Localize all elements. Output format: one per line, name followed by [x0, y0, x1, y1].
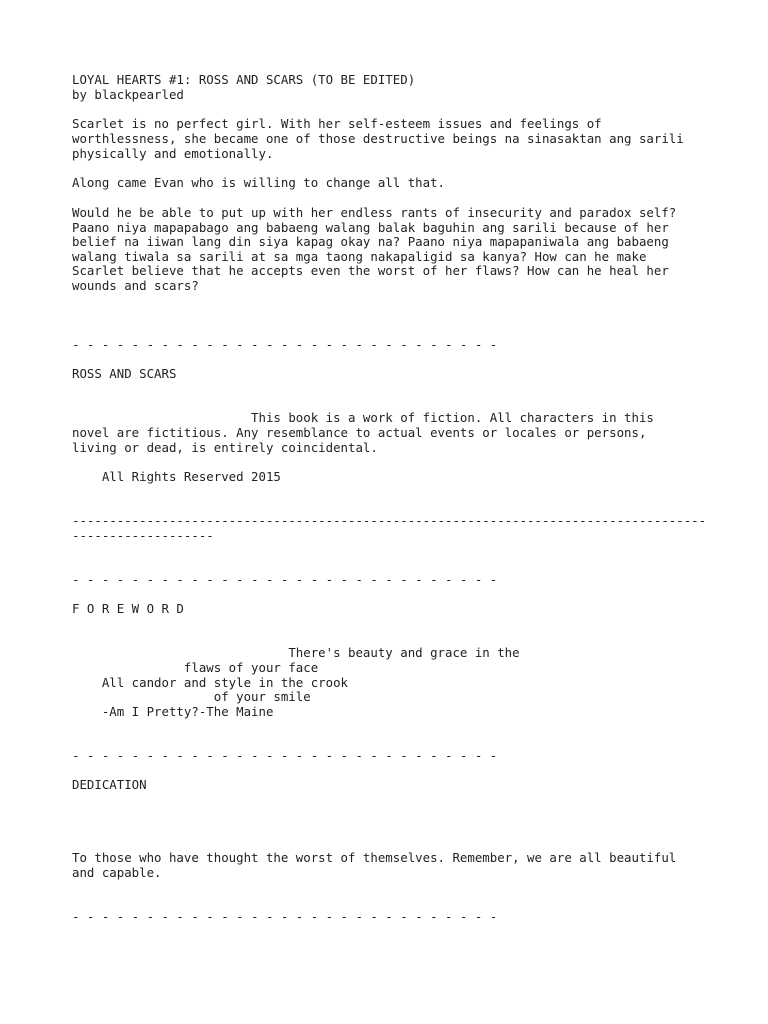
section-heading-dedication: DEDICATION — [72, 777, 147, 792]
author-byline: by blackpearled — [72, 87, 184, 102]
section-separator: - - - - - - - - - - - - - - - - - - - - - - - - - - - - - — [72, 572, 498, 587]
synopsis-line: Scarlet believe that he accepts even the worst of her flaws? How can he heal her — [72, 263, 669, 278]
foreword-line: All candor and style in the crook — [72, 675, 349, 690]
synopsis-line: Scarlet is no perfect girl. With her self-esteem issues and feelings of — [72, 116, 602, 131]
synopsis-line: wounds and scars? — [72, 278, 199, 293]
foreword-line: of your smile — [72, 689, 311, 704]
copyright-line: novel are fictitious. Any resemblance to actual events or locales or persons, — [72, 425, 647, 440]
section-separator: - - - - - - - - - - - - - - - - - - - - - - - - - - - - - — [72, 909, 498, 924]
synopsis-line: worthlessness, she became one of those destructive beings na sinasaktan ang sarili — [72, 131, 684, 146]
synopsis-line: Paano niya mapapabago ang babaeng walang balak baguhin ang sarili because of her — [72, 220, 669, 235]
dedication-line: To those who have thought the worst of themselves. Remember, we are all beautiful — [72, 850, 677, 865]
long-rule: ------------------------------------------------------------------------------------- — [72, 513, 707, 528]
foreword-line: There's beauty and grace in the — [72, 645, 520, 660]
synopsis-line: belief na iiwan lang din siya kapag okay na? Paano niya mapapaniwala ang babaeng — [72, 234, 669, 249]
section-heading-foreword: F O R E W O R D — [72, 601, 184, 616]
copyright-line: This book is a work of fiction. All characters in this — [72, 410, 654, 425]
copyright-line: living or dead, is entirely coincidental. — [72, 440, 378, 455]
foreword-line: flaws of your face — [72, 660, 319, 675]
synopsis-line: physically and emotionally. — [72, 146, 274, 161]
synopsis-line: Would he be able to put up with her endless rants of insecurity and paradox self? — [72, 205, 677, 220]
section-heading-title: ROSS AND SCARS — [72, 366, 177, 381]
document-title: LOYAL HEARTS #1: ROSS AND SCARS (TO BE EDITED) — [72, 72, 416, 87]
section-separator: - - - - - - - - - - - - - - - - - - - - - - - - - - - - - — [72, 748, 498, 763]
synopsis-line: Along came Evan who is willing to change all that. — [72, 175, 445, 190]
dedication-line: and capable. — [72, 865, 162, 880]
long-rule: ------------------- — [72, 528, 214, 543]
rights-reserved: All Rights Reserved 2015 — [72, 469, 281, 484]
foreword-line: -Am I Pretty?-The Maine — [72, 704, 274, 719]
synopsis-line: walang tiwala sa sarili at sa mga taong nakapaligid sa kanya? How can he make — [72, 249, 647, 264]
section-separator: - - - - - - - - - - - - - - - - - - - - - - - - - - - - - — [72, 337, 498, 352]
